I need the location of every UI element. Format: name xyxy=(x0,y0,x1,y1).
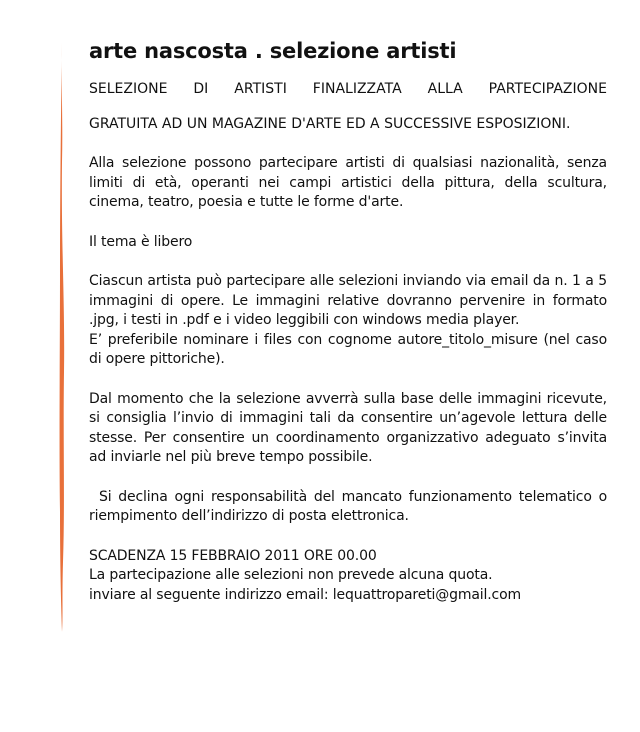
orange-brush-stroke xyxy=(58,42,68,632)
theme-paragraph: Il tema è libero xyxy=(89,233,193,250)
deadline: SCADENZA 15 FEBBRAIO 2011 ORE 00.00 xyxy=(89,547,377,564)
headline-line-1: SELEZIONE DI ARTISTI FINALIZZATA ALLA PARTECIPAZIONE xyxy=(89,81,607,97)
flyer-content xyxy=(89,36,607,605)
eligibility-paragraph: Alla selezione possono partecipare artisti di qualsiasi nazionalità, senza limiti di età, operanti nei campi artistici della pittura, della scultura, cinema, teatro, poesia e tutte le forme d'arte. xyxy=(89,155,607,210)
naming-paragraph: E’ preferibile nominare i files con cognome autore_titolo_misure (nel caso di opere pittoriche). xyxy=(89,331,607,367)
headline-line-2: GRATUITA AD UN MAGAZINE D'ARTE ED A SUCCESSIVE ESPOSIZIONI. xyxy=(89,116,571,132)
email-address[interactable]: lequattropareti@gmail.com xyxy=(332,586,522,603)
email-label: inviare al seguente indirizzo email: xyxy=(89,586,333,603)
email-line xyxy=(89,586,607,606)
quality-paragraph: Dal momento che la selezione avverrà sulla base delle immagini ricevute, si consiglia l’invio di immagini tali da consentire un’agevole lettura delle stesse. Per consentire un coordinamento organizzativo adeguato s’invita ad inviarle nel più breve tempo possibile. xyxy=(89,390,607,465)
fee-note: La partecipazione alle selezioni non prevede alcuna quota. xyxy=(89,567,493,583)
page-title: arte nascosta . selezione artisti xyxy=(89,39,457,63)
disclaimer-paragraph: Si declina ogni responsabilità del mancato funzionamento telematico o riempimento dell’indirizzo di posta elettronica. xyxy=(89,488,607,524)
submission-paragraph: Ciascun artista può partecipare alle selezioni inviando via email da n. 1 a 5 immagini di opere. Le immagini relative dovranno pervenire in formato .jpg, i testi in .pdf e i video leggibili con windows media player. xyxy=(89,273,607,328)
